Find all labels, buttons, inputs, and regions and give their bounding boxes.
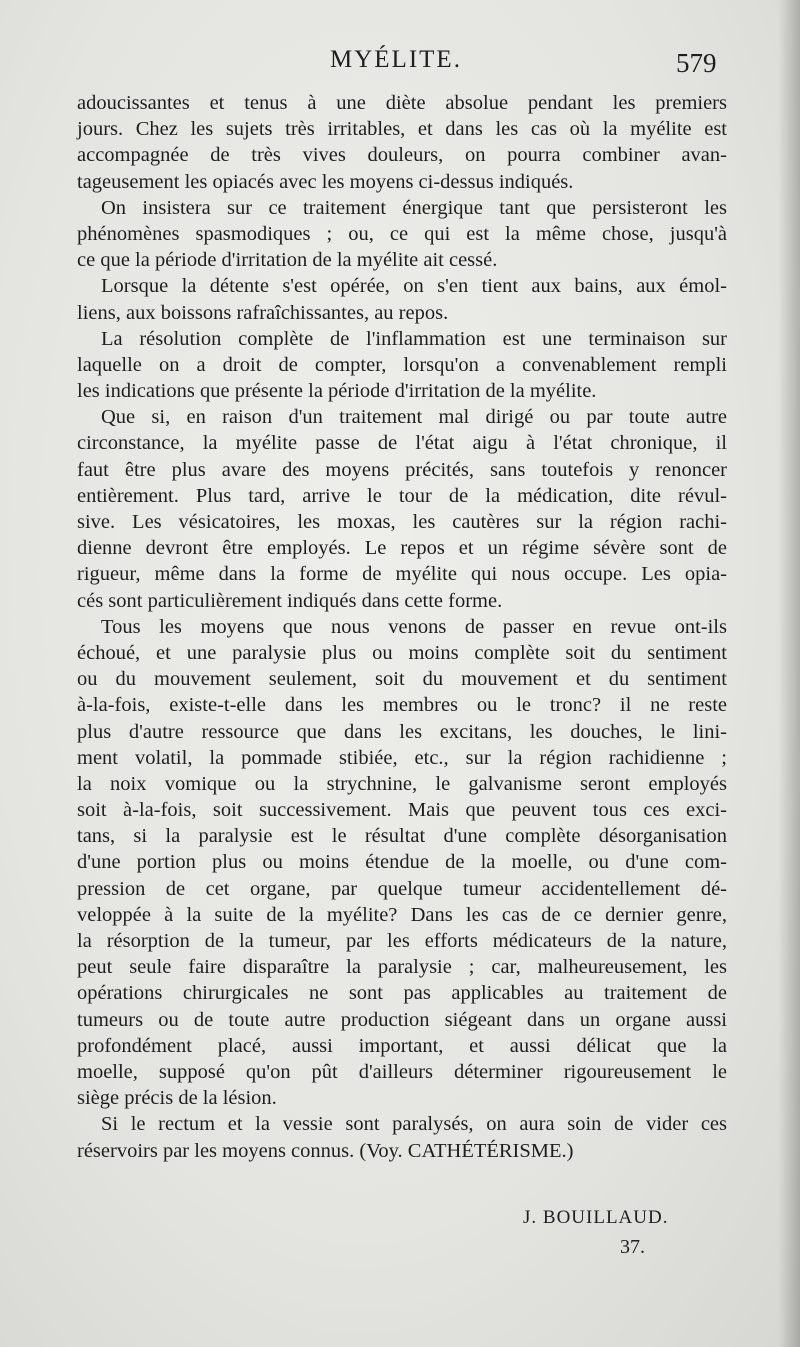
text-line: veloppée à la suite de la myélite? Dans les cas de ce dernier genre, [77, 903, 727, 926]
paragraph [77, 614, 727, 1112]
text-line: entièrement. Plus tard, arrive le tour de la médication, dite révul- [77, 484, 727, 507]
text-line: tageusement les opiacés avec les moyens ci-dessus indiqués. [77, 170, 574, 193]
page-edge-shadow [778, 0, 800, 1347]
paragraph [77, 1111, 727, 1163]
text-line: ou du mouvement seulement, soit du mouvement et du sentiment [77, 668, 727, 691]
text-line: la noix vomique ou la strychnine, le galvanisme seront employés [77, 772, 727, 795]
text-line: sive. Les vésicatoires, les moxas, les cautères sur la région rachi- [77, 511, 727, 533]
text-line: profondément placé, aussi important, et aussi délicat que la [77, 1034, 727, 1057]
text-line: tumeurs ou de toute autre production siégeant dans un organe aussi [77, 1008, 727, 1031]
text-line: Que si, en raison d'un traitement mal dirigé ou par toute autre [101, 406, 727, 429]
text-line: plus d'autre ressource que dans les excitans, les douches, le lini- [77, 720, 727, 743]
signature-number: 37. [620, 1236, 645, 1258]
text-line: Lorsque la détente s'est opérée, on s'en tient aux bains, aux émol- [101, 275, 727, 298]
text-line: d'une portion plus ou moins étendue de la moelle, ou d'une com- [77, 851, 727, 874]
text-line: jours. Chez les sujets très irritables, et dans les cas où la myélite est [77, 118, 727, 141]
text-line: phénomènes spasmodiques ; ou, ce qui est la même chose, jusqu'à [77, 222, 727, 245]
page-header-title: MYÉLITE. [330, 46, 462, 73]
text-line: à-la-fois, existe-t-elle dans les membres ou le tronc? il ne reste [77, 694, 727, 717]
text-line: réservoirs par les moyens connus. (Voy. CATHÉTÉRISME.) [77, 1139, 574, 1162]
text-line: adoucissantes et tenus à une diète absolue pendant les premiers [77, 92, 727, 114]
text-line: circonstance, la myélite passe de l'état aigu à l'état chronique, il [77, 432, 727, 455]
text-line: faut être plus avare des moyens précités, sans toutefois y renoncer [77, 458, 727, 481]
text-line: moelle, supposé qu'on pût d'ailleurs déterminer rigoureusement le [77, 1060, 727, 1083]
text-line: laquelle on a droit de compter, lorsqu'on a convenablement rempli [77, 353, 727, 376]
text-line: les indications que présente la période d'irritation de la myélite. [77, 380, 597, 403]
text-line: On insistera sur ce traitement énergique tant que persisteront les [101, 196, 727, 219]
text-line: dienne devront être employés. Le repos et un régime sévère sont de [77, 537, 727, 560]
text-line: ment volatil, la pommade stibiée, etc., sur la région rachidienne ; [77, 746, 727, 769]
text-line: pression de cet organe, par quelque tumeur accidentellement dé- [77, 877, 727, 900]
paragraph [77, 195, 727, 274]
text-line: Tous les moyens que nous venons de passer en revue ont-ils [101, 615, 727, 638]
text-line: la résorption de la tumeur, par les efforts médicateurs de la nature, [77, 930, 727, 952]
text-line: siège précis de la lésion. [77, 1087, 277, 1110]
paragraph [77, 326, 727, 405]
text-line: échoué, et une paralysie plus ou moins complète soit du sentiment [77, 641, 727, 664]
text-line: peut seule faire disparaître la paralysie ; car, malheureusement, les [77, 956, 727, 979]
text-line: opérations chirurgicales ne sont pas applicables au traitement de [77, 982, 727, 1005]
text-line: cés sont particulièrement indiqués dans cette forme. [77, 589, 503, 612]
paragraph [77, 404, 727, 614]
text-line: soit à-la-fois, soit successivement. Mais que peuvent tous ces exci- [77, 799, 727, 822]
running-head [0, 46, 800, 86]
body-text [77, 90, 727, 1164]
text-line: tans, si la paralysie est le résultat d'une complète désorganisation [77, 825, 727, 848]
text-line: liens, aux boissons rafraîchissantes, au repos. [77, 301, 449, 324]
paragraph [77, 273, 727, 325]
text-line: ce que la période d'irritation de la myélite ait cessé. [77, 249, 498, 272]
text-line: accompagnée de très vives douleurs, on pourra combiner avan- [77, 144, 727, 167]
author-signature: J. BOUILLAUD. [523, 1207, 669, 1228]
paragraph [77, 90, 727, 195]
text-line: La résolution complète de l'inflammation est une terminaison sur [101, 327, 727, 350]
text-line: Si le rectum et la vessie sont paralysés, on aura soin de vider ces [101, 1113, 727, 1136]
text-line: rigueur, même dans la forme de myélite qui nous occupe. Les opia- [77, 563, 727, 586]
page-number: 579 [676, 48, 717, 78]
